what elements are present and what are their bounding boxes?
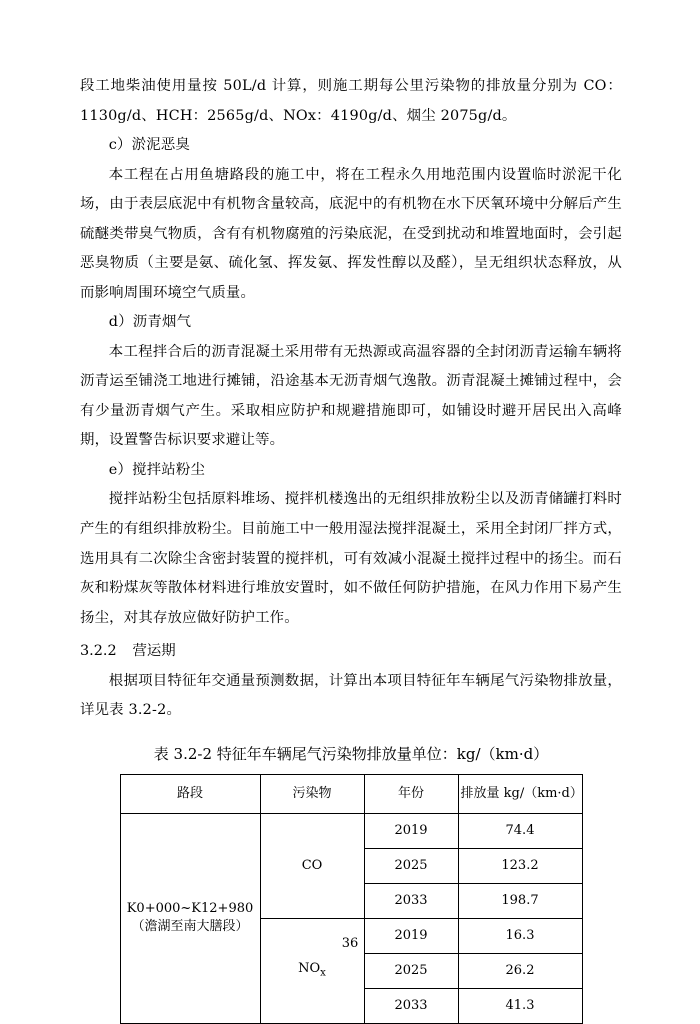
section-title: 营运期: [132, 643, 176, 660]
cell-year: 2025: [364, 848, 458, 883]
column-header-emission: 排放量 kg/（km·d）: [458, 774, 582, 813]
section-heading-operation-period: [80, 637, 622, 667]
paragraph-diesel-emission: 段工地柴油使用量按 50L/d 计算，则施工期每公里污染物的排放量分别为 CO：1130g/d、HCH：2565g/d、NOx：4190g/d、烟尘 2075g/d。: [80, 78, 622, 124]
cell-emission: 26.2: [458, 953, 582, 988]
cell-year: 2019: [364, 918, 458, 953]
cell-year: 2019: [364, 813, 458, 848]
cell-pollutant-nox: [260, 918, 364, 1023]
section-number: 3.2.2: [80, 643, 117, 660]
page-number: 36: [341, 936, 359, 951]
pollutant-base: NO: [298, 961, 321, 977]
paragraph-heading-asphalt-fume: d）沥青烟气: [108, 314, 192, 331]
table-header-row: [120, 774, 582, 813]
paragraph-heading-sludge-odor: c）淤泥恶臭: [108, 137, 191, 154]
paragraph-asphalt-fume-body: 本工程拌合后的沥青混凝土采用带有无热源或高温容器的全封闭沥青运输车辆将沥青运至铺浇工地进行摊铺，沿途基本无沥青烟气逸散。沥青混凝土摊铺过程中，会有少量沥青烟气产生。采取相应防护和规避措施即可，如铺设时避开居民出入高峰期，设置警告标识要求避让等。: [80, 343, 622, 449]
column-header-year: 年份: [364, 774, 458, 813]
cell-emission: 74.4: [458, 813, 582, 848]
cell-road-segment: K0+000~K12+980（澹湖至南大膳段）: [120, 813, 260, 1023]
paragraph-mixing-dust-body: 搅拌站粉尘包括原料堆场、搅拌机楼逸出的无组织排放粉尘以及沥青储罐打料时产生的有组织排放粉尘。目前施工中一般用湿法搅拌混凝土，采用全封闭厂拌方式，选用具有二次除尘含密封装置的搅拌机，可有效减小混凝土搅拌过程中的扬尘。而石灰和粉煤灰等散体材料进行堆放安置时，如不做任何防护措施，在风力作用下易产生扬尘，对其存放应做好防护工作。: [80, 491, 622, 626]
table-caption: 表 3.2-2 特征年车辆尾气污染物排放量单位：kg/（km·d）: [153, 744, 549, 763]
table-row: [120, 813, 582, 848]
cell-year: 2033: [364, 883, 458, 918]
cell-emission: 16.3: [458, 918, 582, 953]
cell-pollutant-co: CO: [260, 813, 364, 918]
cell-year: 2025: [364, 953, 458, 988]
cell-emission: 41.3: [458, 988, 582, 1023]
column-header-road: 路段: [120, 774, 260, 813]
cell-emission: 123.2: [458, 848, 582, 883]
paragraph-heading-mixing-dust: e）搅拌站粉尘: [108, 461, 206, 478]
paragraph-operation-intro: 根据项目特征年交通量预测数据，计算出本项目特征年车辆尾气污染物排放量，详见表 3.2-2。: [80, 672, 622, 719]
cell-emission: 198.7: [458, 883, 582, 918]
column-header-pollutant: 污染物: [260, 774, 364, 813]
cell-year: 2033: [364, 988, 458, 1023]
paragraph-sludge-odor-body: 本工程在占用鱼塘路段的施工中，将在工程永久用地范围内设置临时淤泥干化场，由于表层底泥中有机物含量较高，底泥中的有机物在水下厌氧环境中分解后产生硫醚类带臭气物质，含有有机物腐殖的污染底泥，在受到扰动和堆置地面时，会引起恶臭物质（主要是氨、硫化氢、挥发氨、挥发性醇以及醛），呈无组织状态释放，从而影响周围环境空气质量。: [80, 166, 622, 301]
vehicle-exhaust-emission-table: [120, 774, 583, 1024]
pollutant-subscript: x: [320, 967, 326, 979]
